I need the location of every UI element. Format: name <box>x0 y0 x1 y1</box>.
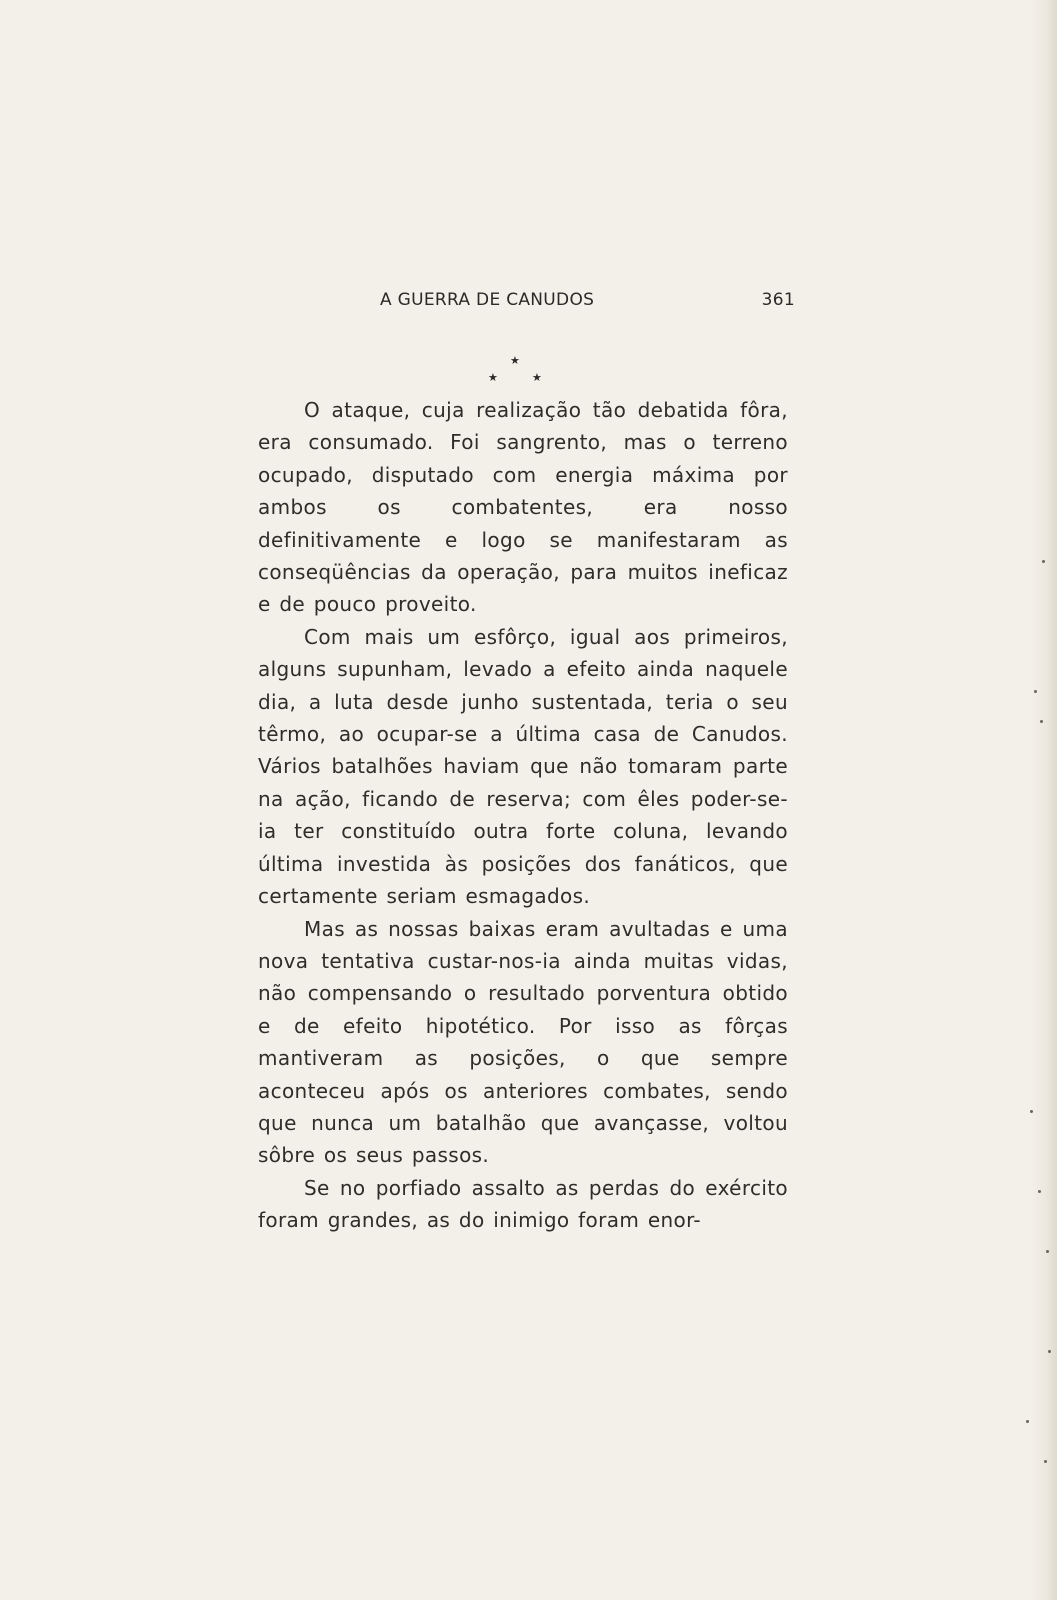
paragraph: Mas as nossas baixas eram avultadas e uma nova tentativa custar-nos-ia ainda muitas vidas, não compensando o resultado porventura obtido e de efeito hipotético. Por isso as fôrças mantiveram as posições, o que sempre aconteceu após os anteriores combates, sendo que nunca um batalhão que avançasse, voltou sôbre os seus passos. <box>258 916 788 1168</box>
scan-speck <box>1038 1190 1041 1193</box>
scan-speck <box>1048 1350 1051 1353</box>
scan-speck <box>1030 1110 1033 1113</box>
star-icon: ★ <box>532 371 542 384</box>
page-number: 361 <box>761 290 795 310</box>
star-icon: ★ <box>510 354 520 367</box>
scan-speck <box>1026 1420 1029 1423</box>
scan-speck <box>1046 1250 1049 1253</box>
scan-speck <box>1040 720 1043 723</box>
paragraph: Se no porfiado assalto as perdas do exército foram grandes, as do inimigo foram enor- <box>258 1175 788 1233</box>
section-break-asterism <box>484 354 548 386</box>
body-text <box>258 394 788 1237</box>
star-icon: ★ <box>488 371 498 384</box>
scan-speck <box>1034 690 1037 693</box>
scan-speck <box>1044 1460 1047 1463</box>
running-title: A GUERRA DE CANUDOS <box>380 290 595 310</box>
paragraph: O ataque, cuja realização tão debatida fôra, era consumado. Foi sangrento, mas o terreno ocupado, disputado com energia máxima por ambos os combatentes, era nosso definitivamente e logo se manifestaram as conseqüências da operação, para muitos ineficaz e de pouco proveito. <box>258 398 788 617</box>
scan-speck <box>1042 560 1045 563</box>
page-header <box>380 290 795 320</box>
paragraph: Com mais um esfôrço, igual aos primeiros, alguns supunham, levado a efeito ainda naquele dia, a luta desde junho sustentada, teria o seu têrmo, ao ocupar-se a última casa de Canudos. Vários batalhões haviam que não tomaram parte na ação, ficando de reserva; com êles poder-se-ia ter constituído outra forte coluna, levando última investida às posições dos fanáticos, que certamente seriam esmagados. <box>258 624 788 909</box>
page-edge-shadow <box>1031 0 1057 1600</box>
